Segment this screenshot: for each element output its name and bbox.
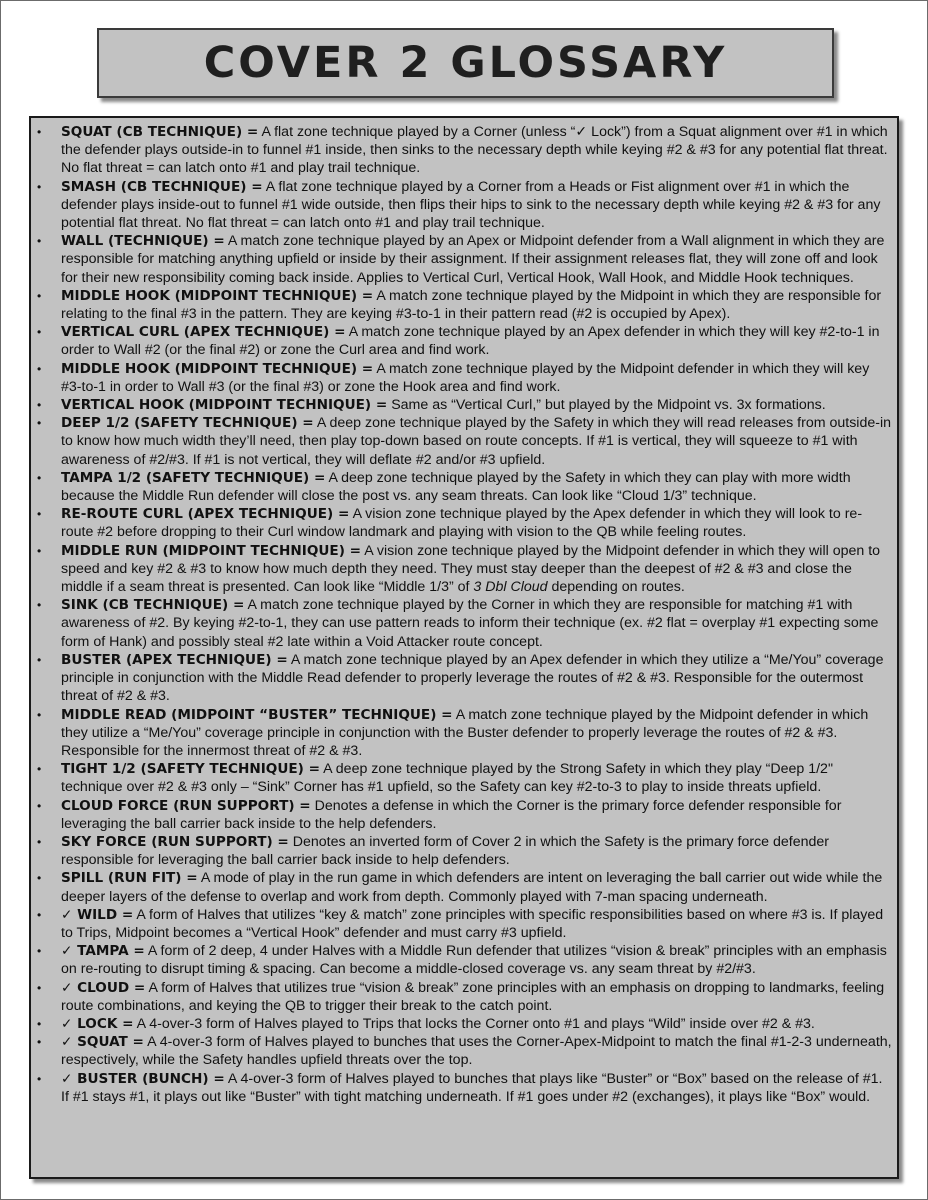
glossary-entry xyxy=(37,123,893,178)
glossary-definition: A match zone technique played by an Apex defender in which they utilize a “Me/You” coverage principle in conjunction with the Middle Read defender to properly leverage the routes of #2 & #3. Responsible for the outermost threat of #2 & #3. xyxy=(61,651,884,705)
glossary-term: VERTICAL CURL (APEX TECHNIQUE) = xyxy=(61,324,346,341)
glossary-entry xyxy=(37,833,893,869)
glossary-list xyxy=(31,118,897,1106)
glossary-entry xyxy=(37,232,893,287)
glossary-definition: A flat zone technique played by a Corner (unless “✓ Lock”) from a Squat alignment over #1 in which the defender plays outside-in to funnel #1 inside, then sinks to the necessary depth while keying #2 & #3 for any potential flat threat. No flat threat = can latch onto #1 and play trail technique. xyxy=(61,124,888,177)
glossary-panel xyxy=(29,116,899,1179)
glossary-definition-italic: 3 Dbl Cloud xyxy=(473,579,548,596)
glossary-definition: A vision zone technique played by the Midpoint defender in which they will open to speed and key #2 & #3 to know how much depth they need. They must stay deeper than the deepest of #2 & #3 and close the middle if a seam threat is presented. Can look like “Middle 1/3” of xyxy=(61,542,881,596)
glossary-definition: A vision zone technique played by the Apex defender in which they will look to re-route #2 before dropping to their Curl window landmark and playing with vision to the QB while feeling routes. xyxy=(61,506,863,541)
glossary-entry xyxy=(37,505,893,541)
glossary-term: SPILL (RUN FIT) = xyxy=(61,870,198,887)
bullet-icon: • xyxy=(37,598,42,613)
glossary-definition: A deep zone technique played by the Strong Safety in which they play “Deep 1/2" technique over #2 & #3 only – “Sink” Corner has #1 upfield, so the Safety can key #2-to-3 to play to inside threats upfield. xyxy=(61,761,833,796)
glossary-definition: A match zone technique played by the Midpoint defender in which they will key #3-to-1 in order to Wall #3 (or the final #3) or zone the Hook area and find work. xyxy=(61,360,870,395)
bullet-icon: • xyxy=(37,907,42,922)
glossary-term: WALL (TECHNIQUE) = xyxy=(61,233,225,250)
glossary-entry xyxy=(37,706,893,761)
glossary-term: VERTICAL HOOK (MIDPOINT TECHNIQUE) = xyxy=(61,397,388,414)
glossary-entry xyxy=(37,542,893,597)
glossary-term: ✓ TAMPA = xyxy=(61,943,145,960)
glossary-definition: A 4-over-3 form of Halves played to bunches that plays like “Buster” or “Box” based on the release of #1. If #1 stays #1, it plays out like “Buster” with tight matching underneath. If #1 goes under #2 (exchanges), it plays like “Box” would. xyxy=(61,1070,883,1105)
glossary-term: SKY FORCE (RUN SUPPORT) = xyxy=(61,833,289,850)
bullet-icon: • xyxy=(37,325,42,340)
bullet-icon: • xyxy=(37,834,42,849)
bullet-icon: • xyxy=(37,1035,42,1050)
glossary-definition: A match zone technique played by an Apex or Midpoint defender from a Wall alignment in which they are responsible for matching anything upfield or inside by their assignment. If their assignment releases flat, they will zone off and look for their new responsibility coming back inside. Applies to Vertical Curl, Vertical Hook, Wall Hook, and Middle Hook techniques. xyxy=(61,233,885,286)
bullet-icon: • xyxy=(37,398,42,413)
bullet-icon: • xyxy=(37,507,42,522)
glossary-definition: A deep zone technique played by the Safety in which they can play with more width because the Middle Run defender will close the post vs. any seam threats. Can look like “Cloud 1/3” technique. xyxy=(61,469,851,505)
glossary-term: SQUAT (CB TECHNIQUE) = xyxy=(61,124,259,140)
glossary-definition: A form of Halves that utilizes “key & match” zone principles with specific responsibilities based on where #3 is. If played to Trips, Midpoint becomes a “Vertical Hook” defender and must carry #3 upfield. xyxy=(61,906,884,941)
glossary-entry xyxy=(37,1015,893,1033)
page-title: COVER 2 GLOSSARY xyxy=(203,38,728,88)
bullet-icon: • xyxy=(37,125,42,139)
glossary-definition: A match zone technique played by the Midpoint defender in which they utilize a “Me/You” coverage principle in conjunction with the Buster defender to properly leverage the routes of #2 & #3. Responsible for the innermost threat of #2 & #3. xyxy=(61,706,869,759)
glossary-definition: A 4-over-3 form of Halves played to bunches that uses the Corner-Apex-Midpoint to match the final #1-2-3 underneath, respectively, while the Safety handles upfield threats over the top. xyxy=(61,1034,892,1069)
glossary-entry xyxy=(37,360,893,396)
bullet-icon: • xyxy=(37,288,42,303)
glossary-definition: A match zone technique played by an Apex defender in which they will key #2-to-1 in order to Wall #2 (or the final #2) or zone the Curl area and find work. xyxy=(61,324,880,359)
glossary-entry xyxy=(37,1033,893,1069)
glossary-definition: A form of 2 deep, 4 under Halves with a Middle Run defender that utilizes “vision & break” principles with an emphasis on re-routing to disrupt timing & spacing. Can become a middle-closed coverage vs. any seam threat by #2/#3. xyxy=(61,943,887,978)
glossary-definition: A form of Halves that utilizes true “vision & break” zone principles with an emphasis on dropping to landmarks, feeling route combinations, and keying the QB to trigger their break to the catch point. xyxy=(61,979,885,1014)
bullet-icon: • xyxy=(37,762,42,777)
glossary-definition-tail: depending on routes. xyxy=(547,579,685,596)
glossary-term: ✓ SQUAT = xyxy=(61,1034,144,1051)
bullet-icon: • xyxy=(37,179,42,194)
bullet-icon: • xyxy=(37,416,42,431)
glossary-term: CLOUD FORCE (RUN SUPPORT) = xyxy=(61,797,311,814)
glossary-term: MIDDLE READ (MIDPOINT “BUSTER” TECHNIQUE) = xyxy=(61,706,453,723)
glossary-term: ✓ WILD = xyxy=(61,906,134,923)
glossary-term: ✓ BUSTER (BUNCH) = xyxy=(61,1070,225,1087)
glossary-definition: A match zone technique played by the Midpoint in which they are responsible for relating to the final #3 in the pattern. They are keying #3-to-1 in their pattern read (#2 is occupied by Apex). xyxy=(61,287,882,323)
glossary-term: TAMPA 1/2 (SAFETY TECHNIQUE) = xyxy=(61,469,326,486)
glossary-entry xyxy=(37,979,893,1015)
glossary-definition: Same as “Vertical Curl,” but played by the Midpoint vs. 3x formations. xyxy=(391,397,826,414)
bullet-icon: • xyxy=(37,470,42,485)
glossary-term: ✓ LOCK = xyxy=(61,1015,134,1032)
glossary-definition: A 4-over-3 form of Halves played to Trips that locks the Corner onto #1 and plays “Wild” inside over #2 & #3. xyxy=(136,1015,815,1032)
glossary-entry xyxy=(37,651,893,706)
glossary-entry xyxy=(37,178,893,233)
glossary-entry xyxy=(37,942,893,978)
bullet-icon: • xyxy=(37,234,42,249)
glossary-entry xyxy=(37,906,893,942)
glossary-term: RE-ROUTE CURL (APEX TECHNIQUE) = xyxy=(61,506,350,523)
glossary-entry xyxy=(37,414,893,469)
glossary-term: MIDDLE HOOK (MIDPOINT TECHNIQUE) = xyxy=(61,360,374,377)
glossary-definition: A match zone technique played by the Corner in which they are responsible for matching #1 with awareness of #2. By keying #2-to-1, they can use pattern reads to inform their technique (ex. #2 flat = overplay #1 expecting some form of Hank) and possibly steal #2 late within a Void Attacker route concept. xyxy=(61,597,879,650)
bullet-icon: • xyxy=(37,1071,42,1086)
bullet-icon: • xyxy=(37,980,42,995)
glossary-term: MIDDLE HOOK (MIDPOINT TECHNIQUE) = xyxy=(61,287,374,304)
glossary-entry xyxy=(37,596,893,651)
glossary-term: TIGHT 1/2 (SAFETY TECHNIQUE) = xyxy=(61,761,320,778)
glossary-definition: A flat zone technique played by a Corner from a Heads or Fist alignment over #1 in which the defender plays inside-out to funnel #1 wide outside, then flips their hips to sink to the necessary depth while keying #2 & #3 for any potential flat threat. No flat threat = can latch onto #1 and play trail technique. xyxy=(61,178,881,232)
glossary-entry xyxy=(37,869,893,905)
bullet-icon: • xyxy=(37,361,42,376)
glossary-definition: A deep zone technique played by the Safety in which they will read releases from outside-in to know how much width they’ll need, then play top-down based on route concepts. If #1 is vertical, they will squeeze to #1 with awareness of #2/#3. If #1 is not vertical, they will deflate #2 and/or #3 upfield. xyxy=(61,415,892,468)
glossary-entry xyxy=(37,1070,893,1106)
title-banner xyxy=(97,28,834,98)
bullet-icon: • xyxy=(37,1016,42,1031)
glossary-definition: A mode of play in the run game in which defenders are intent on leveraging the ball carrier out wide while the deeper layers of the defense to overlap and work from depth. Commonly played with 7-man spacing underneath. xyxy=(61,870,883,905)
glossary-term: MIDDLE RUN (MIDPOINT TECHNIQUE) = xyxy=(61,542,362,559)
glossary-entry xyxy=(37,797,893,833)
bullet-icon: • xyxy=(37,707,42,722)
glossary-entry xyxy=(37,469,893,505)
glossary-entry xyxy=(37,323,893,359)
glossary-entry xyxy=(37,760,893,796)
glossary-term: DEEP 1/2 (SAFETY TECHNIQUE) = xyxy=(61,415,314,432)
glossary-term: ✓ CLOUD = xyxy=(61,979,146,996)
glossary-definition: Denotes a defense in which the Corner is the primary force defender responsible for leveraging the ball carrier back inside to the help defenders. xyxy=(61,797,842,832)
glossary-term: SMASH (CB TECHNIQUE) = xyxy=(61,178,263,195)
bullet-icon: • xyxy=(37,543,42,558)
glossary-entry xyxy=(37,287,893,323)
bullet-icon: • xyxy=(37,944,42,959)
bullet-icon: • xyxy=(37,871,42,886)
glossary-entry xyxy=(37,396,893,414)
glossary-term: BUSTER (APEX TECHNIQUE) = xyxy=(61,651,288,668)
bullet-icon: • xyxy=(37,652,42,667)
glossary-term: SINK (CB TECHNIQUE) = xyxy=(61,597,245,614)
bullet-icon: • xyxy=(37,798,42,813)
glossary-definition: Denotes an inverted form of Cover 2 in which the Safety is the primary force defender responsible for leveraging the ball carrier back inside to help defenders. xyxy=(61,833,830,869)
